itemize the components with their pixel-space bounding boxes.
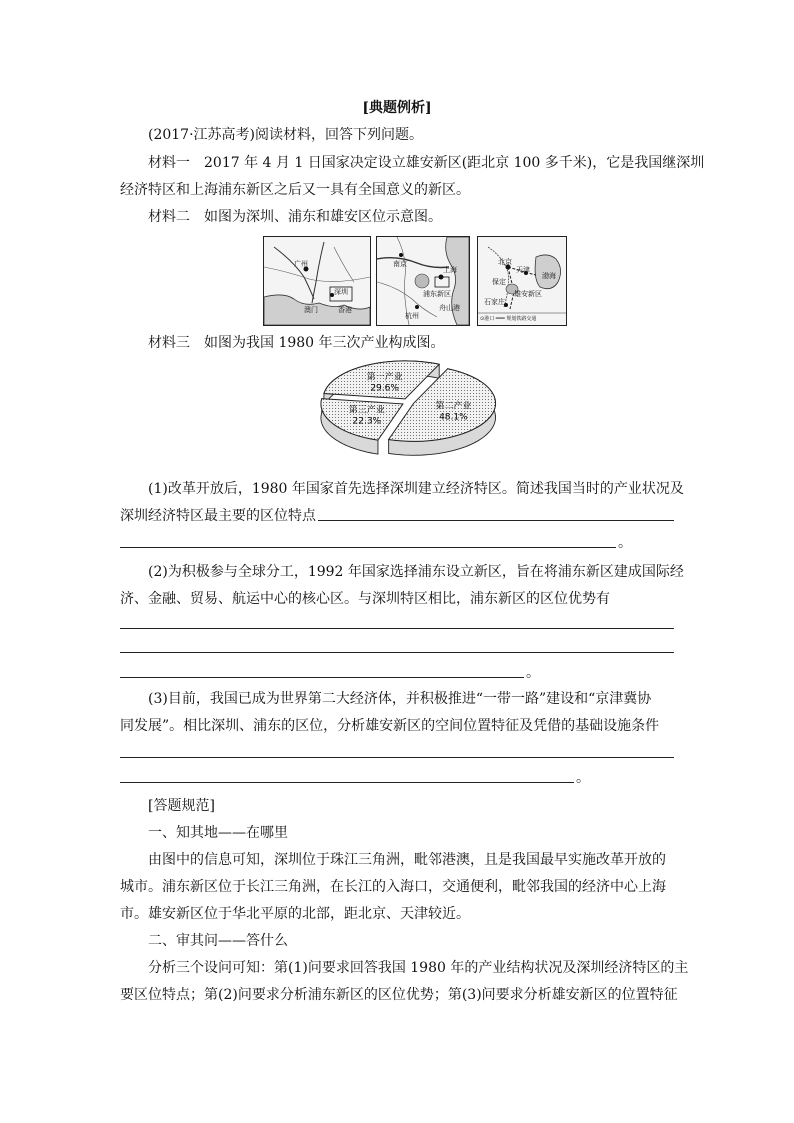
- q1-line2: 深圳经济特区最主要的区位特点: [120, 508, 316, 524]
- q1-line1: (1)改革开放后，1980 年国家首先选择深圳建立经济特区。简述我国当时的产业状况及: [148, 481, 684, 497]
- question-intro: [148, 125, 675, 145]
- map-label-beijing: 北京: [498, 258, 512, 266]
- q3-answer-blank-1[interactable]: [120, 757, 674, 758]
- material1-line2: 经济特区和上海浦东新区之后又一具有全国意义的新区。: [120, 182, 470, 198]
- shenzhen-location-map: [263, 236, 371, 326]
- pie-value-primary: 29.6%: [370, 383, 399, 394]
- material1-line1: 材料一 2017 年 4 月 1 日国家决定设立雄安新区(距北京 100 多千米)，它是我国继深圳: [148, 155, 705, 171]
- pudong-location-map: [376, 236, 470, 326]
- q2-answer-blank-3[interactable]: [120, 677, 524, 678]
- step2-line1: 分析三个设问可知：第(1)问要求回答我国 1980 年的产业结构状况及深圳经济特区的主: [148, 960, 689, 976]
- q3-answer-blank-2[interactable]: [120, 782, 574, 783]
- xiongan-location-map: [477, 236, 567, 326]
- q2-answer-blank-2[interactable]: [120, 652, 674, 653]
- pie-value-secondary: 48.1%: [439, 412, 468, 423]
- pie-label-secondary: 第二产业: [435, 401, 472, 412]
- section-header: [典题例析]: [362, 100, 432, 116]
- map-label-bohai: 渤海: [542, 272, 556, 280]
- intro-text: 阅读材料，回答下列问题。: [255, 127, 424, 143]
- map-label-guangzhou: 广州: [294, 260, 308, 268]
- pie-value-tertiary: 22.3%: [352, 416, 382, 427]
- step2-line2: 要区位特点；第(2)问要求分析浦东新区的区位优势；第(3)问要求分析雄安新区的位置特征: [120, 987, 678, 1003]
- q3-line2: 同发展”。相比深圳、浦东的区位，分析雄安新区的空间位置特征及凭借的基础设施条件: [120, 718, 660, 734]
- source-tag: (2017·江苏高考): [148, 127, 256, 143]
- map-label-hangzhou: 杭州: [405, 312, 419, 320]
- map-label-tianjin: 天津: [516, 266, 530, 274]
- q3-end-mark: 。: [576, 770, 590, 786]
- map-label-pudong: 浦东新区: [423, 290, 451, 298]
- map-label-shenzhen: 深圳: [334, 288, 348, 296]
- q3-line1: (3)目前，我国已成为世界第二大经济体，并积极推进“一带一路”建设和“京津冀协: [148, 691, 652, 707]
- industry-pie-chart: [310, 356, 510, 471]
- step2-title: 二、审其问——答什么: [148, 933, 288, 949]
- pie-label-primary: 第一产业: [366, 372, 403, 383]
- map-legend: ⊙港口 ═══ 规划铁路交通: [480, 316, 537, 322]
- map-label-xiongan: 雄安新区: [514, 290, 542, 298]
- map-label-shijiazhuang: 石家庄: [484, 298, 505, 306]
- step1-line3: 市。雄安新区位于华北平原的北部，距北京、天津较近。: [120, 906, 470, 922]
- q2-line2: 济、金融、贸易、航运中心的核心区。与深圳特区相比，浦东新区的区位优势有: [120, 591, 610, 607]
- pie-label-tertiary: 第三产业: [348, 405, 385, 416]
- q2-line1: (2)为积极参与全球分工，1992 年国家选择浦东设立新区，旨在将浦东新区建成国际经: [148, 564, 684, 580]
- q2-end-mark: 。: [526, 665, 540, 681]
- map-label-macau: 澳门: [304, 306, 318, 314]
- step1-line1: 由图中的信息可知，深圳位于珠江三角洲，毗邻港澳，且是我国最早实施改革开放的: [148, 852, 666, 868]
- pie-chart-svg: [310, 356, 510, 471]
- map-label-baoding: 保定: [492, 278, 506, 286]
- map-label-shanghai: 上海: [443, 266, 457, 274]
- q2-answer-blank-1[interactable]: [120, 628, 674, 629]
- material3-text: 材料三 如图为我国 1980 年三次产业构成图。: [148, 335, 445, 351]
- step1-line2: 城市。浦东新区位于长江三角洲，在长江的入海口，交通便利，毗邻我国的经济中心上海: [120, 879, 666, 895]
- q1-answer-blank-1[interactable]: [318, 520, 674, 521]
- map-label-nanjing: 南京: [393, 260, 407, 268]
- step1-title: 一、知其地——在哪里: [148, 825, 288, 841]
- map-label-zhoushan: 舟山港: [439, 304, 460, 312]
- answer-header: [答题规范]: [148, 798, 215, 814]
- map-label-hongkong: 香港: [338, 306, 352, 314]
- q1-answer-blank-2[interactable]: [120, 547, 616, 548]
- q1-end-mark: 。: [618, 535, 632, 551]
- material2-text: 材料二 如图为深圳、浦东和雄安区位示意图。: [148, 209, 442, 225]
